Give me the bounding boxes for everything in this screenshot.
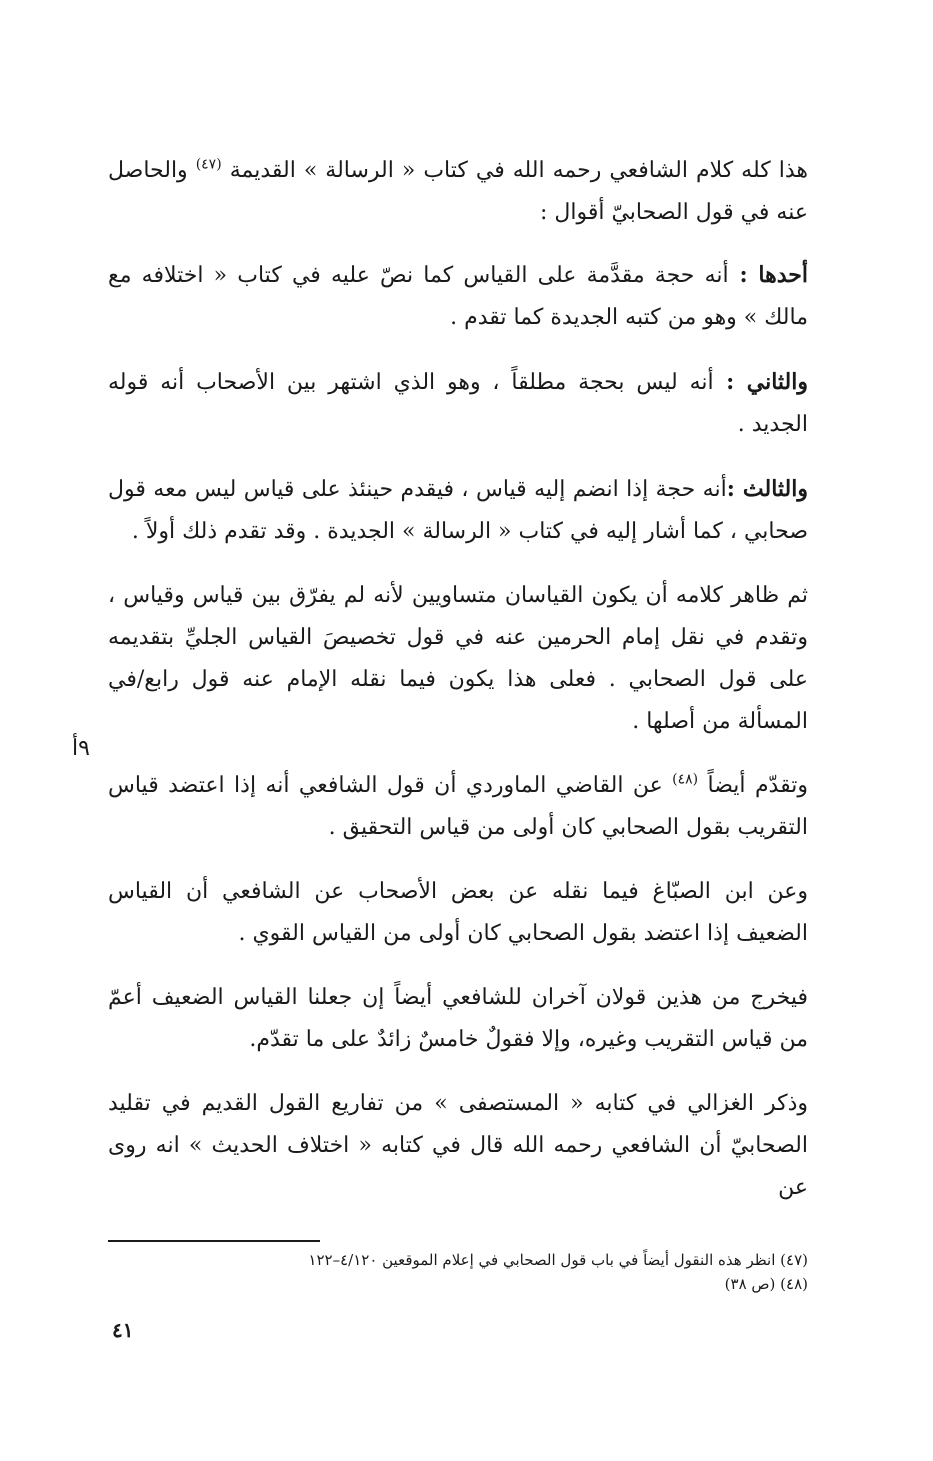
paragraph-text: هذا كله كلام الشافعي رحمه الله في كتاب « الرسالة » القديمة (229, 158, 808, 183)
paragraph-text: ثم ظاهر كلامه أن يكون القياسان متساويين لأنه لم يفرّق بين قياس وقياس ، وتقدم في نقل إمام الحرمين عنه في قول تخصيصَ القياس الجليِّ بتقديمه على قول الصحابي . فعلى هذا يكون فيما نقله الإمام عنه قول رابع/في المسألة من أصلها . (108, 583, 809, 734)
paragraph-2 (108, 254, 808, 339)
footnote-ref-48[interactable]: (٤٨) (672, 771, 699, 788)
paragraph-text: أنه حجة إذا انضم إليه قياس ، فيقدم حينئذ على قياس ليس معه قول صحابي ، كما أشار إليه في كتاب « الرسالة » الجديدة . وقد تقدم ذلك أولاً . (108, 477, 808, 544)
paragraph-text: وتقدّم أيضاً (707, 773, 808, 798)
footnote-47: (٤٧) انظر هذه النقول أيضاً في باب قول الصحابي في إعلام الموقعين ٤/١٢٠–١٢٢ (308, 1251, 808, 1269)
paragraph-3 (108, 361, 808, 446)
paragraph-7 (108, 871, 808, 955)
footnote-48: (٤٨) (ص ٣٨) (724, 1275, 808, 1293)
page-number: ٤١ (112, 1318, 134, 1342)
paragraph-lead: والثالث : (726, 476, 808, 502)
paragraph-lead: أحدها : (728, 262, 808, 288)
paragraph-text: أنه ليس بحجة مطلقاً ، وهو الذي اشتهر بين الأصحاب أنه قوله الجديد . (108, 370, 808, 437)
paragraph-1 (108, 150, 808, 234)
paragraph-4 (108, 468, 808, 553)
paragraph-9 (108, 1083, 808, 1209)
manuscript-folio-marker: ٩أ (72, 736, 90, 761)
paragraph-lead: والثاني : (713, 369, 808, 395)
paragraph-6 (108, 765, 808, 849)
paragraph-text: أنه حجة مقدَّمة على القياس كما نصّ عليه في كتاب « اختلافه مع مالك » وهو من كتبه الجديدة كما تقدم . (108, 263, 808, 330)
paragraph-5 (108, 575, 808, 743)
main-text (108, 150, 808, 1231)
paragraph-tail: والحاصل عنه في قول الصحابيّ أقوال : (108, 158, 808, 225)
footnote-divider (108, 1240, 320, 1242)
footnote-ref-47[interactable]: (٤٧) (195, 156, 222, 173)
paragraph-8 (108, 977, 808, 1061)
paragraph-text: وعن ابن الصبّاغ فيما نقله عن بعض الأصحاب عن الشافعي أن القياس الضعيف إذا اعتضد بقول الصحابي كان أولى من القياس القوي . (108, 879, 808, 946)
paragraph-text: فيخرج من هذين قولان آخران للشافعي أيضاً إن جعلنا القياس الضعيف أعمّ من قياس التقريب وغيره، وإلا فقولٌ خامسٌ زائدٌ على ما تقدّم. (108, 985, 808, 1052)
paragraph-text: وذكر الغزالي في كتابه « المستصفى » من تفاريع القول القديم في تقليد الصحابيّ أن الشافعي رحمه الله قال في كتابه « اختلاف الحديث » انه روى عن (108, 1091, 808, 1200)
paragraph-tail: عن القاضي الماوردي أن قول الشافعي أنه إذا اعتضد قياس التقريب بقول الصحابي كان أولى من قياس التحقيق . (108, 773, 808, 840)
footnotes (108, 1248, 808, 1296)
